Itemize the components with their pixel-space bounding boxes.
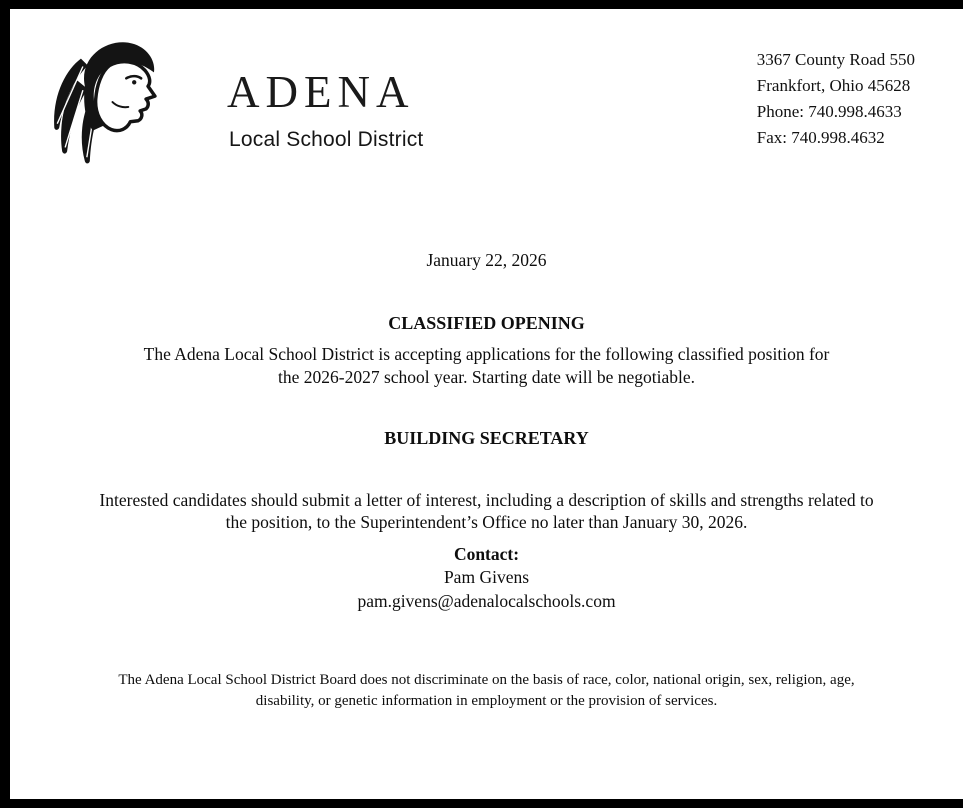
contact-label: Contact: bbox=[453, 543, 520, 564]
document-page bbox=[10, 9, 963, 799]
heading-position-title: BUILDING SECRETARY bbox=[384, 428, 589, 448]
non-discrimination-notice: The Adena Local School District Board does not discriminate on the basis of race, color, national origin, sex, religion, age, disability, or genetic information in employment or the provision of services. bbox=[118, 672, 855, 709]
contact-email: pam.givens@adenalocalschools.com bbox=[357, 590, 616, 611]
address-line-street: 3367 County Road 550 bbox=[756, 50, 915, 69]
school-name: ADENA bbox=[227, 67, 415, 117]
address-line-fax: Fax: 740.998.4632 bbox=[756, 128, 885, 147]
address-block bbox=[757, 47, 915, 151]
address-line-phone: Phone: 740.998.4633 bbox=[756, 102, 902, 121]
letterhead bbox=[10, 9, 963, 177]
address-line-city: Frankfort, Ohio 45628 bbox=[756, 76, 911, 95]
heading-classified-opening: CLASSIFIED OPENING bbox=[388, 312, 585, 333]
school-brand bbox=[227, 69, 423, 152]
letter-body bbox=[10, 249, 963, 712]
school-subtitle: Local School District bbox=[229, 128, 424, 152]
application-instructions-paragraph: Interested candidates should submit a letter of interest, including a description of skills and strengths related to the position, to the Superintendent’s Office no later than January 30, 2026. bbox=[99, 489, 874, 532]
letter-date: January 22, 2026 bbox=[426, 250, 547, 270]
intro-paragraph: The Adena Local School District is accepting applications for the following classified position for the 2026-2027 school year. Starting date will be negotiable. bbox=[143, 344, 830, 387]
contact-name: Pam Givens bbox=[443, 567, 530, 587]
mascot-logo-icon bbox=[40, 29, 185, 177]
